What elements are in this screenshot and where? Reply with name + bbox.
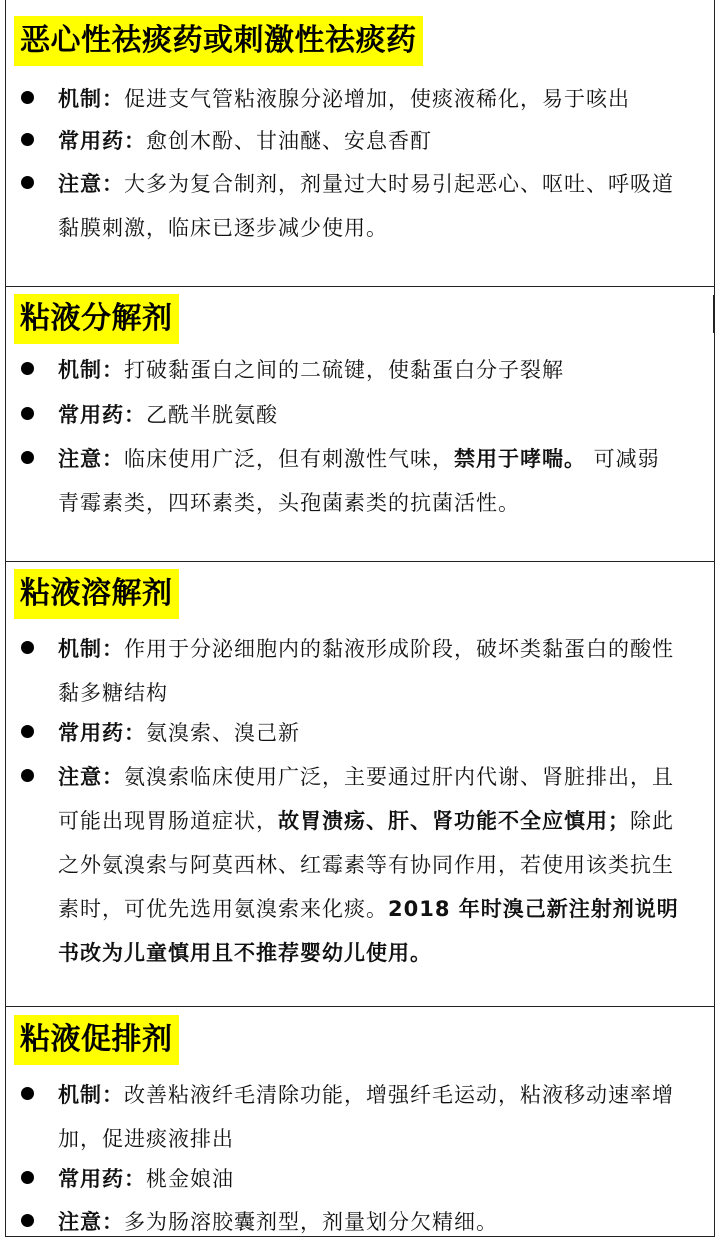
bullet-dot-icon <box>21 1171 34 1184</box>
label-note: 注意： <box>58 447 124 471</box>
section-title: 恶心性祛痰药或刺激性祛痰药 <box>14 16 423 66</box>
note-text: 青霉素类，四环素类，头孢菌素类的抗菌活性。 <box>58 491 520 515</box>
bullet-dot-icon <box>21 641 34 654</box>
section-title: 粘液分解剂 <box>14 294 179 344</box>
note-bold: 禁用于哮喘。 <box>454 447 586 471</box>
bullet-dot-icon <box>21 451 34 464</box>
bullet-dot-icon <box>21 1214 34 1227</box>
label-drugs: 常用药： <box>58 721 146 745</box>
drugs-text: 愈创木酚、甘油醚、安息香酊 <box>146 129 432 153</box>
note-text: 大多为复合制剂，剂量过大时易引起恶心、呕吐、呼吸道 <box>124 172 674 196</box>
note-bold: 故胃溃疡、肝、肾功能不全应慎用； <box>278 809 630 833</box>
bullet-dot-icon <box>21 133 34 146</box>
note-text: 除此 <box>630 809 674 833</box>
bullet-dot-icon <box>21 362 34 375</box>
bullet-dot-icon <box>21 407 34 420</box>
note-text: 临床使用广泛，但有刺激性气味， <box>124 447 454 471</box>
label-note: 注意： <box>58 1210 124 1234</box>
note-bold: 书改为儿童慎用且不推荐婴幼儿使用。 <box>58 941 432 965</box>
label-mechanism: 机制： <box>58 637 124 661</box>
section-mucolytic-decompose <box>6 287 714 562</box>
label-drugs: 常用药： <box>58 129 146 153</box>
section-expectorant-nausea <box>6 0 714 287</box>
label-mechanism: 机制： <box>58 358 124 382</box>
label-note: 注意： <box>58 765 124 789</box>
label-mechanism: 机制： <box>58 1083 124 1107</box>
section-mucokinetic <box>6 1007 714 1237</box>
bullet-dot-icon <box>21 769 34 782</box>
mechanism-text: 黏多糖结构 <box>58 681 168 705</box>
note-text: 可能出现胃肠道症状， <box>58 809 278 833</box>
drugs-text: 桃金娘油 <box>146 1167 234 1191</box>
bullet-dot-icon <box>21 176 34 189</box>
label-drugs: 常用药： <box>58 403 146 427</box>
mechanism-text: 改善粘液纤毛清除功能，增强纤毛运动，粘液移动速率增 <box>124 1083 674 1107</box>
label-mechanism: 机制： <box>58 87 124 111</box>
mechanism-text: 作用于分泌细胞内的黏液形成阶段，破坏类黏蛋白的酸性 <box>124 637 674 661</box>
bullet-dot-icon <box>21 725 34 738</box>
document <box>5 0 715 1237</box>
note-text: 之外氨溴索与阿莫西林、红霉素等有协同作用，若使用该类抗生 <box>58 853 674 877</box>
section-title: 粘液溶解剂 <box>14 569 179 619</box>
label-note: 注意： <box>58 172 124 196</box>
mechanism-text: 加，促进痰液排出 <box>58 1127 234 1151</box>
bullet-dot-icon <box>21 91 34 104</box>
section-mucolytic-dissolve <box>6 562 714 1007</box>
drugs-text: 乙酰半胱氨酸 <box>146 403 278 427</box>
mechanism-text: 促进支气管粘液腺分泌增加，使痰液稀化，易于咳出 <box>124 87 630 111</box>
label-drugs: 常用药： <box>58 1167 146 1191</box>
note-text: 多为肠溶胶囊剂型，剂量划分欠精细。 <box>124 1210 498 1234</box>
section-title: 粘液促排剂 <box>14 1015 179 1065</box>
drugs-text: 氨溴索、溴己新 <box>146 721 300 745</box>
note-bold: 2018 年时溴己新注射剂说明 <box>388 897 679 921</box>
note-text: 氨溴索临床使用广泛，主要通过肝内代谢、肾脏排出，且 <box>124 765 674 789</box>
note-text: 可减弱 <box>586 447 660 471</box>
note-text: 素时，可优先选用氨溴索来化痰。 <box>58 897 388 921</box>
mechanism-text: 打破黏蛋白之间的二硫键，使黏蛋白分子裂解 <box>124 358 564 382</box>
bullet-dot-icon <box>21 1087 34 1100</box>
note-text: 黏膜刺激，临床已逐步减少使用。 <box>58 216 388 240</box>
